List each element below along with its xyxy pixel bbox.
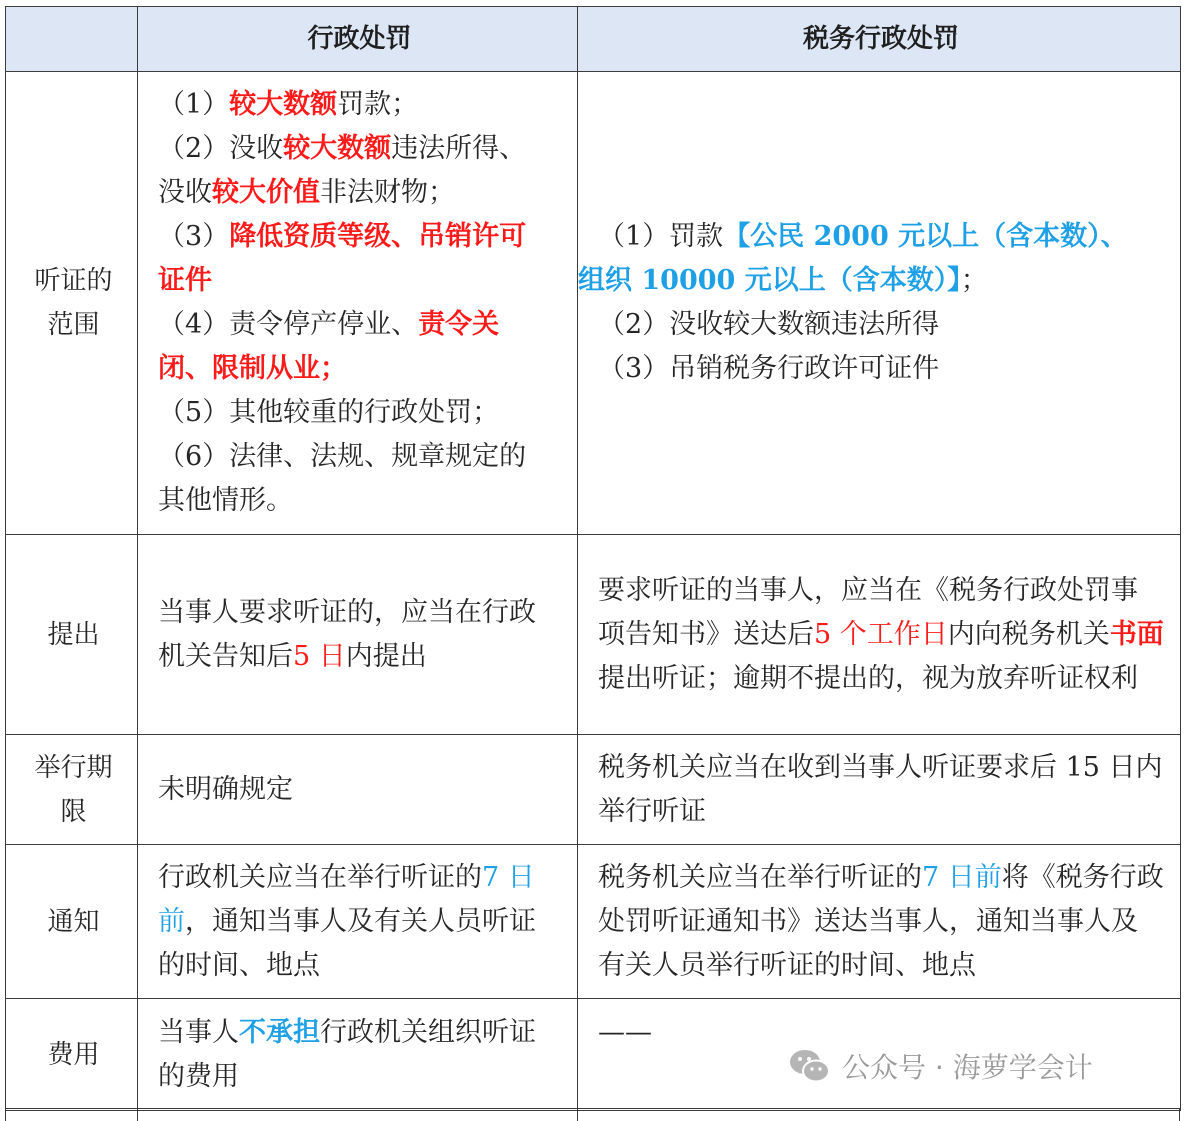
watermark-text: 公众号 · 海萝学会计 [842,1051,1093,1084]
scope-admin-line: （5）其他较重的行政处罚； [158,397,500,428]
row-label-submit: 提出 [6,535,138,735]
next-row-border-stub [5,1108,1180,1121]
deadline-tax-cell: 税务机关应当在收到当事人听证要求后 15 日内举行听证 [578,735,1181,845]
row-label-deadline [6,735,138,845]
scope-admin-line: 证件 [158,265,212,296]
header-tax-admin-penalty: 税务行政处罚 [578,7,1181,72]
header-admin-penalty: 行政处罚 [138,7,578,72]
scope-admin-line: 闭、限制从业； [158,353,347,384]
table-row-scope [6,72,1181,535]
wechat-icon [788,1046,832,1086]
cost-admin-cell: 当事人不承担行政机关组织听证的费用 [138,999,578,1111]
table-row-submit [6,535,1181,735]
scope-tax-line: （3）吊销税务行政许可证件 [598,353,940,384]
scope-admin-cell [138,72,578,535]
scope-admin-line: （4）责令停产停业、责令关 [158,309,500,340]
table-row-notice [6,845,1181,999]
row-label-scope [6,72,138,535]
submit-admin-cell: 当事人要求听证的，应当在行政机关告知后5 日内提出 [138,535,578,735]
scope-admin-line: （2）没收较大数额违法所得、 [158,133,527,164]
scope-tax-line: （2）没收较大数额违法所得 [598,309,940,340]
scope-tax-cell [578,72,1181,535]
row-label-deadline-line2: 限 [60,796,87,827]
scope-tax-line: （1）罚款【公民 2000 元以上（含本数）、 [598,221,1128,252]
scope-tax-line: 组织 10000 元以上（含本数）】； [578,265,988,296]
scope-admin-line: 没收较大价值非法财物； [158,177,455,208]
scope-admin-line: （1）较大数额罚款； [158,89,419,120]
row-label-scope-line1: 听证的 [34,266,113,296]
row-label-notice: 通知 [6,845,138,999]
row-label-cost: 费用 [6,999,138,1111]
table-row-deadline [6,735,1181,845]
scope-admin-line: 其他情形。 [158,485,293,516]
comparison-table [5,6,1181,1111]
scope-admin-line: （6）法律、法规、规章规定的 [158,441,527,472]
notice-tax-cell: 税务机关应当在举行听证的7 日前将《税务行政处罚听证通知书》送达当事人，通知当事人及有关人员举行听证的时间、地点 [578,845,1181,999]
watermark [788,1046,1093,1086]
submit-tax-cell: 要求听证的当事人，应当在《税务行政处罚事项告知书》送达后5 个工作日内向税务机关书面提出听证；逾期不提出的，视为放弃听证权利 [578,535,1181,735]
row-label-deadline-line1: 举行期 [34,752,113,783]
deadline-admin-cell: 未明确规定 [138,735,578,845]
row-label-scope-line2: 范围 [47,310,100,340]
table-header-row [6,7,1181,72]
scope-admin-line: （3）降低资质等级、吊销许可 [158,221,527,252]
notice-admin-cell: 行政机关应当在举行听证的7 日前，通知当事人及有关人员听证的时间、地点 [138,845,578,999]
header-corner [6,7,138,72]
cost-tax-cell: —— [578,999,1181,1111]
